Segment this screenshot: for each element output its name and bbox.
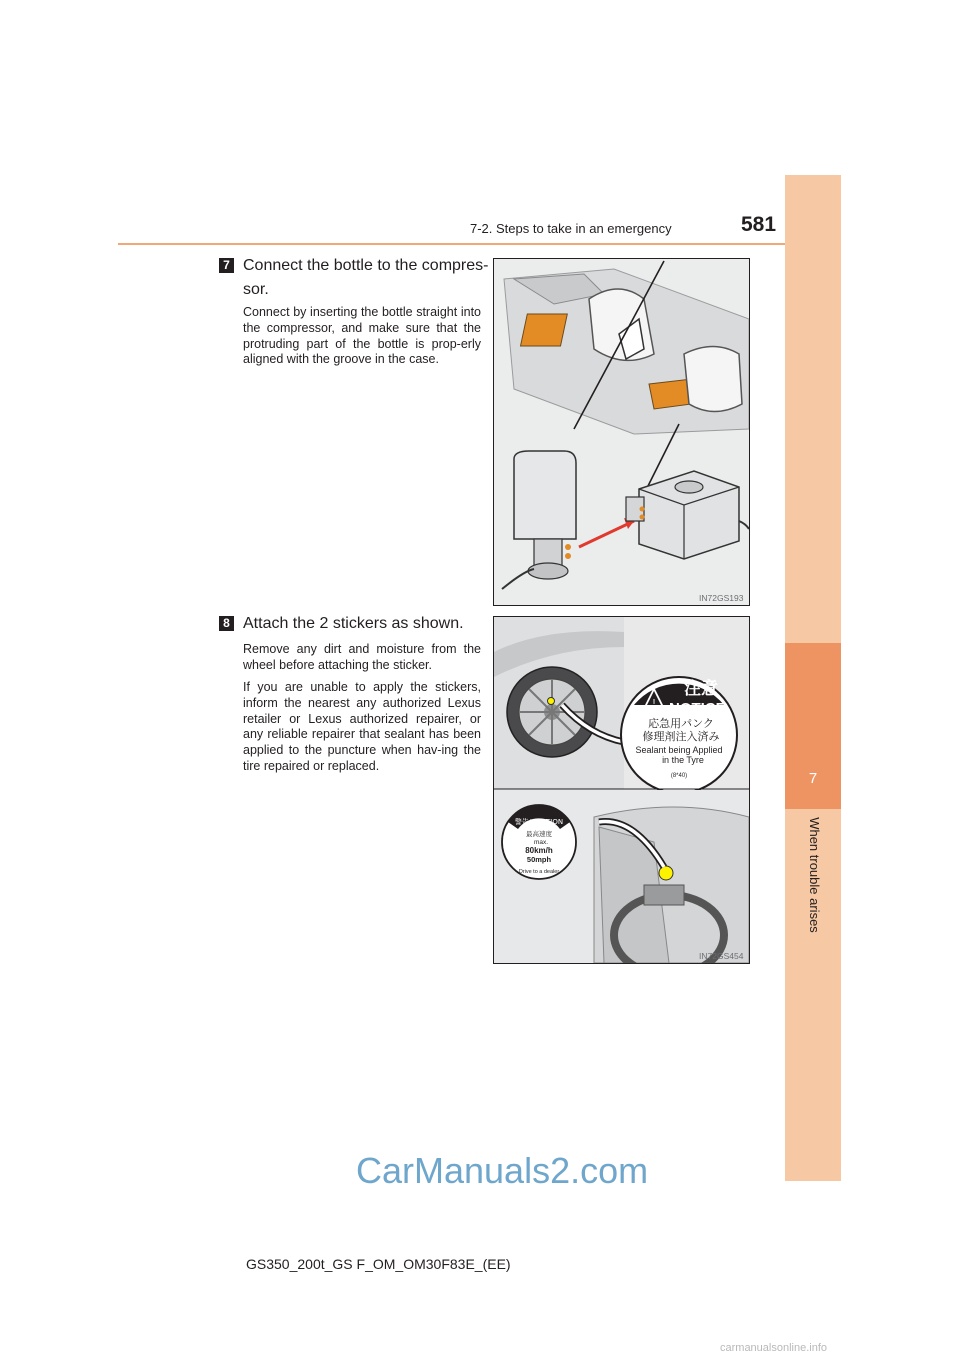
chapter-label: When trouble arises (807, 817, 822, 933)
notice-jp-line1: 応急用パンク (648, 717, 714, 730)
figure-bottle-compressor (493, 258, 750, 606)
watermark-carmanuals2: CarManuals2.com (356, 1150, 649, 1191)
step-8-title: Attach the 2 stickers as shown. (243, 615, 464, 632)
stickers-illustration (494, 617, 749, 963)
notice-en-title: NOTICE (669, 700, 726, 717)
step-number-7: 7 (219, 258, 234, 273)
step-7-title (243, 255, 489, 300)
caution-max: max. (533, 839, 549, 846)
document-code: GS350_200t_GS F_OM_OM30F83E_(EE) (246, 1256, 511, 1272)
step-7-body: Connect by inserting the bottle straight into the compressor, and make sure that the protruding part of the bottle is prop-erly aligned with the groove in the case. (243, 305, 481, 367)
figure-8-id: IN72GS454 (699, 951, 744, 961)
step-number-8: 8 (219, 616, 234, 631)
caution-kmh: 80km/h (525, 846, 553, 855)
caution-bottom: Drive to a dealer (518, 869, 560, 875)
watermark-carmanualsonline: carmanualsonline.info (720, 1342, 828, 1354)
notice-code: (8*40) (670, 773, 688, 779)
step-8-body-2: If you are unable to apply the stickers, inform the nearest any authorized Lexus retailer or Lexus authorized repairer, or any reliable repairer that sealant has been applied to the puncture when hav-ing the tire repaired or replaced. (243, 680, 481, 773)
caution-mph: 50mph (526, 855, 552, 864)
step-8-body-1: Remove any dirt and moisture from the wheel before attaching the sticker. (243, 642, 481, 672)
caution-jp-speed: 最高速度 (526, 830, 552, 838)
page-number: 581 (741, 213, 777, 236)
notice-jp-line2: 修理剤注入済み (642, 730, 720, 743)
notice-en-line1: Sealant being Applied (635, 745, 723, 755)
caution-header: 警告/CAUTION (514, 818, 564, 826)
notice-jp-title: 注意 (684, 679, 718, 699)
bottle-compressor-illustration (494, 259, 749, 605)
figure-7-id: IN72GS193 (699, 593, 744, 603)
figure-stickers (493, 616, 750, 964)
step-7-title-line2: sor. (243, 281, 269, 298)
svg-text:!: ! (652, 698, 656, 709)
step-7-title-line1: Connect the bottle to the compres- (243, 257, 489, 274)
section-title: 7-2. Steps to take in an emergency (470, 221, 672, 236)
side-tab-upper (785, 175, 841, 643)
header-rule (118, 243, 840, 245)
chapter-number: 7 (808, 770, 818, 787)
notice-en-line2: in the Tyre (662, 755, 704, 765)
